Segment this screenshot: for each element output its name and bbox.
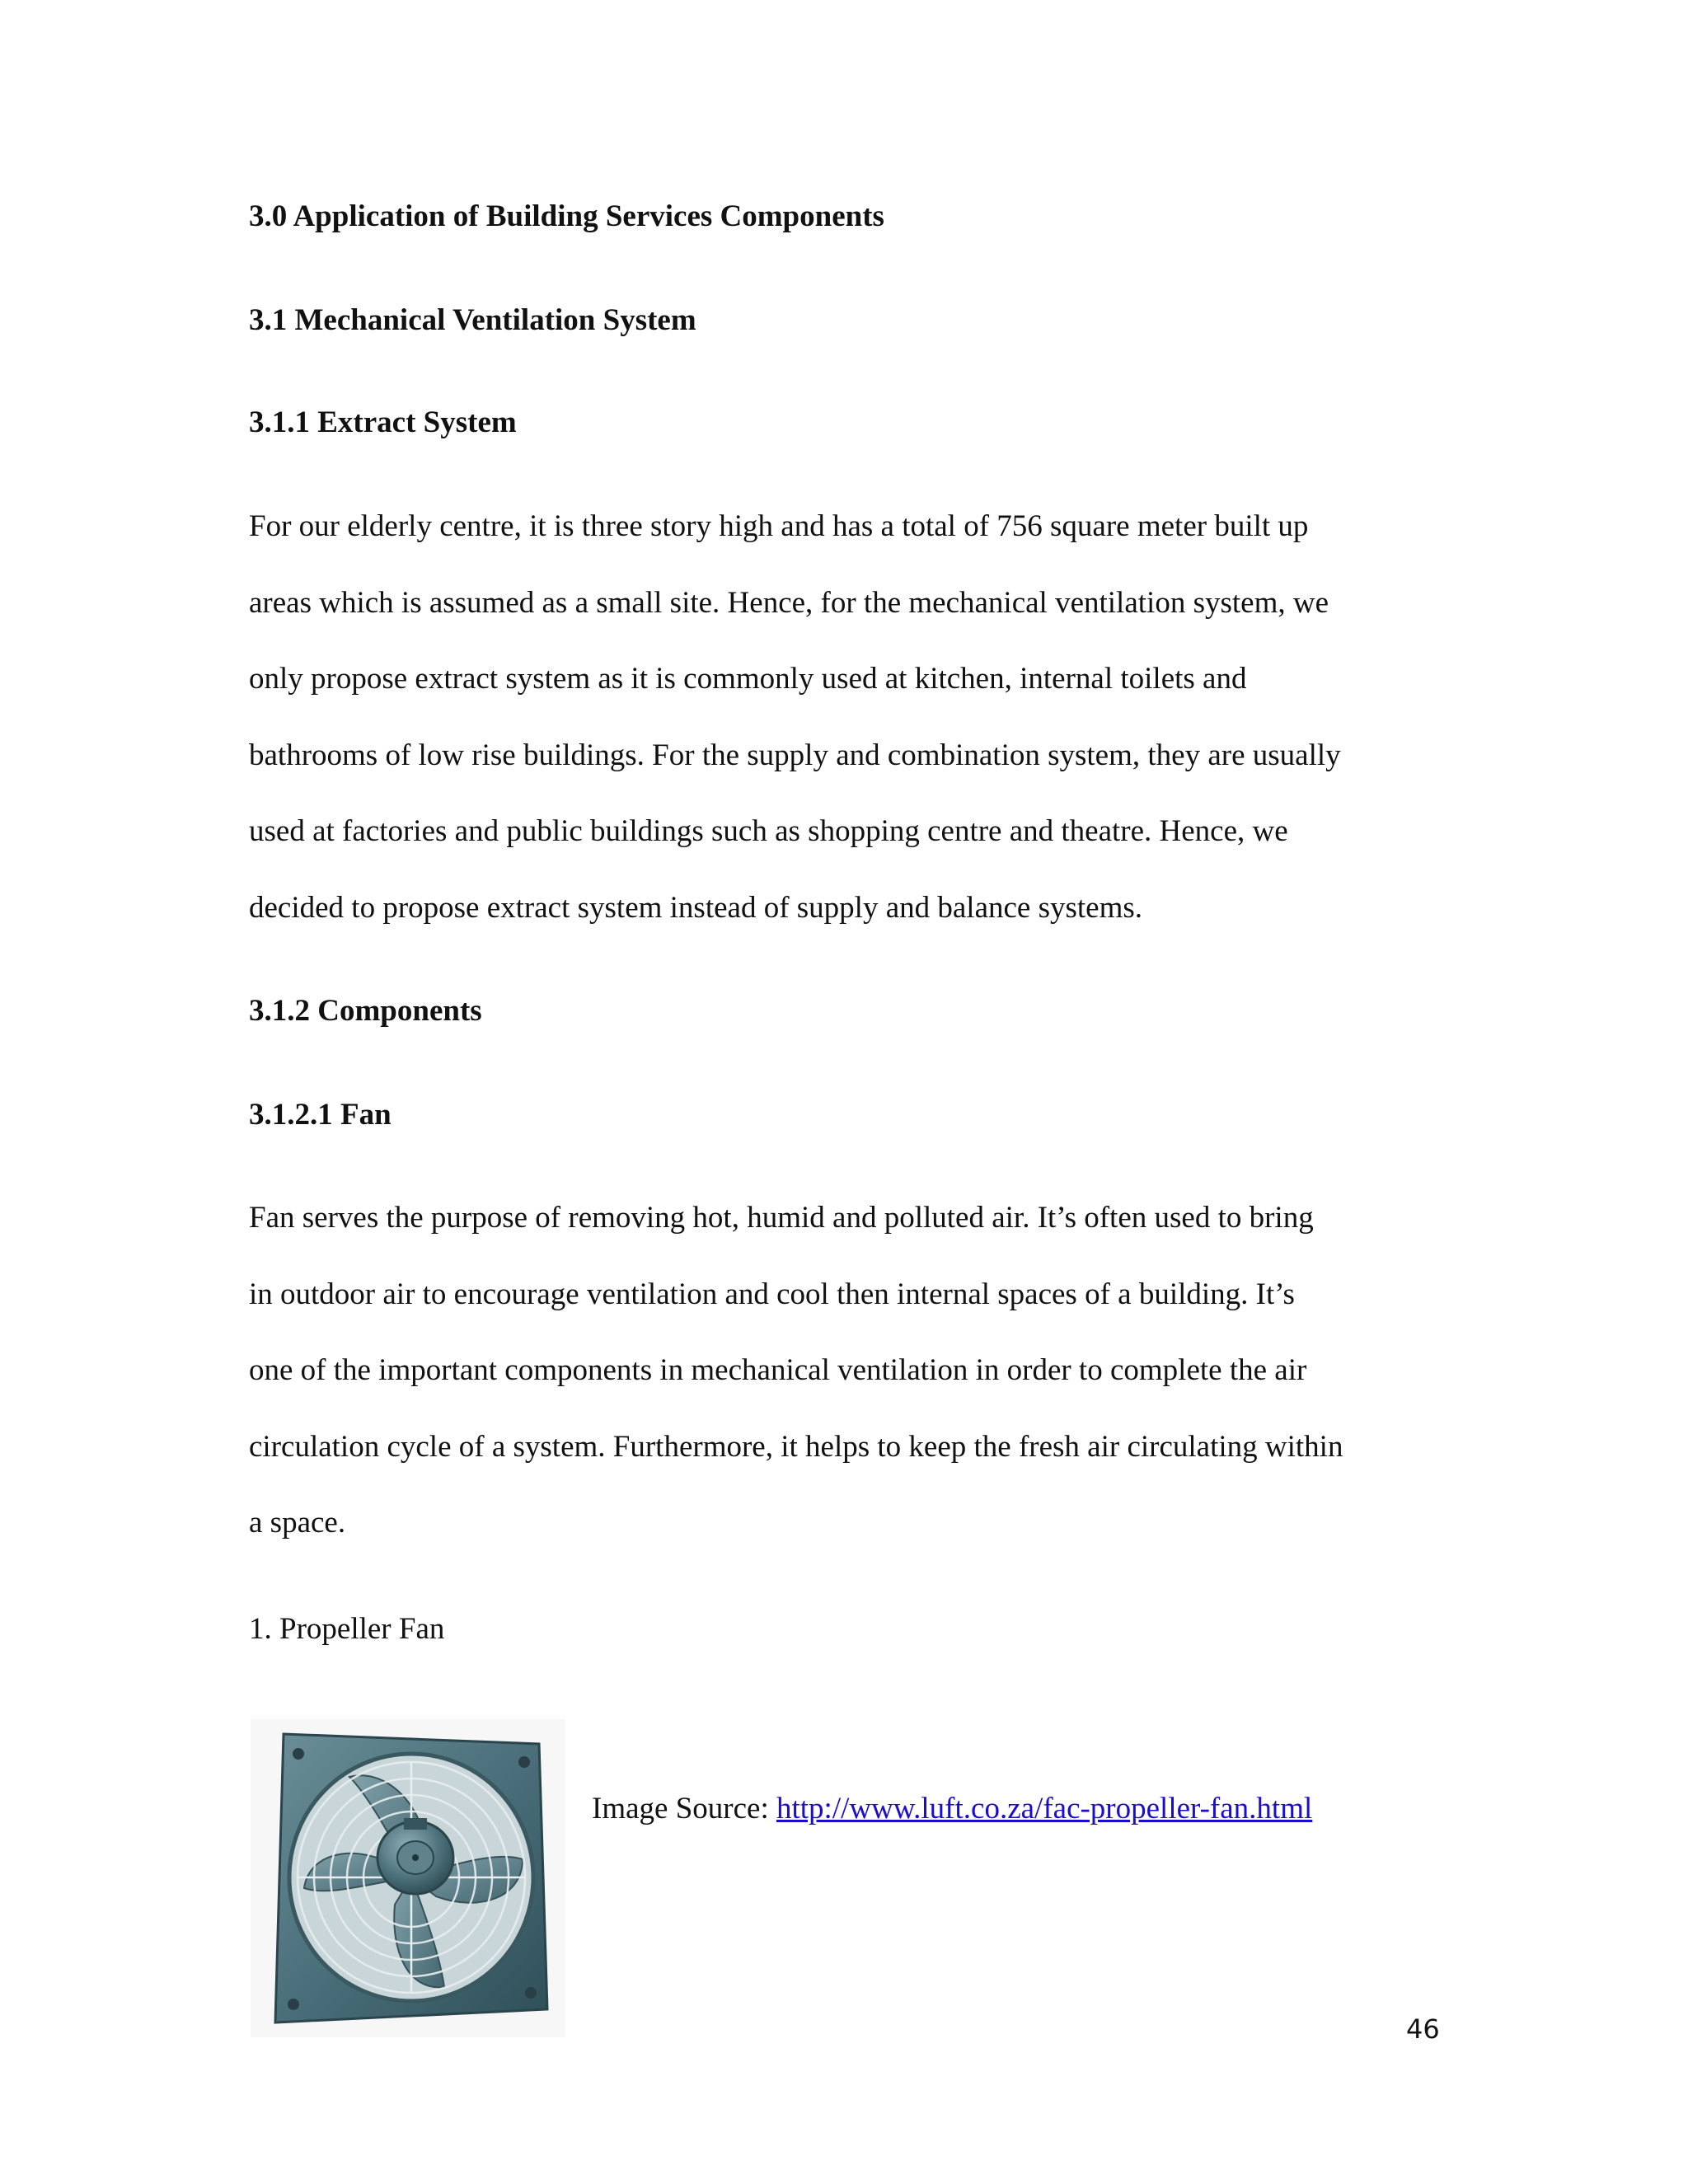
heading-application-of-building-services: 3.0 Application of Building Services Components	[249, 199, 884, 233]
paragraph-fan	[249, 1199, 1452, 1581]
heading-fan: 3.1.2.1 Fan	[249, 1098, 392, 1132]
heading-extract-system: 3.1.1 Extract System	[249, 405, 517, 439]
image-source-caption	[592, 1790, 1312, 1828]
paragraph-line: areas which is assumed as a small site. Hence, for the mechanical ventilation system, we	[249, 585, 1329, 620]
list-item-propeller-fan: 1. Propeller Fan	[249, 1612, 445, 1646]
paragraph-line: in outdoor air to encourage ventilation and cool then internal spaces of a building. It’s	[249, 1277, 1295, 1311]
image-source-link[interactable]: http://www.luft.co.za/fac-propeller-fan.html	[776, 1792, 1313, 1825]
heading-components: 3.1.2 Components	[249, 994, 482, 1028]
paragraph-line: used at factories and public buildings such as shopping centre and theatre. Hence, we	[249, 814, 1288, 849]
paragraph-line: one of the important components in mechanical ventilation in order to complete the air	[249, 1353, 1307, 1388]
image-source-label: Image Source:	[592, 1792, 776, 1825]
paragraph-line: decided to propose extract system instead of supply and balance systems.	[249, 890, 1143, 925]
paragraph-line: bathrooms of low rise buildings. For the supply and combination system, they are usually	[249, 738, 1341, 772]
page-number: 46	[1406, 2013, 1440, 2045]
propeller-fan-image	[251, 1719, 565, 2037]
paragraph-line: circulation cycle of a system. Furthermore, it helps to keep the fresh air circulating within	[249, 1429, 1343, 1464]
paragraph-line: Fan serves the purpose of removing hot, humid and polluted air. It’s often used to bring	[249, 1201, 1314, 1235]
paragraph-line: only propose extract system as it is commonly used at kitchen, internal toilets and	[249, 662, 1247, 696]
paragraph-line: a space.	[249, 1506, 346, 1540]
paragraph-line: For our elderly centre, it is three story high and has a total of 756 square meter built up	[249, 509, 1309, 543]
heading-mechanical-ventilation-system: 3.1 Mechanical Ventilation System	[249, 303, 696, 337]
paragraph-extract-system	[249, 508, 1452, 966]
